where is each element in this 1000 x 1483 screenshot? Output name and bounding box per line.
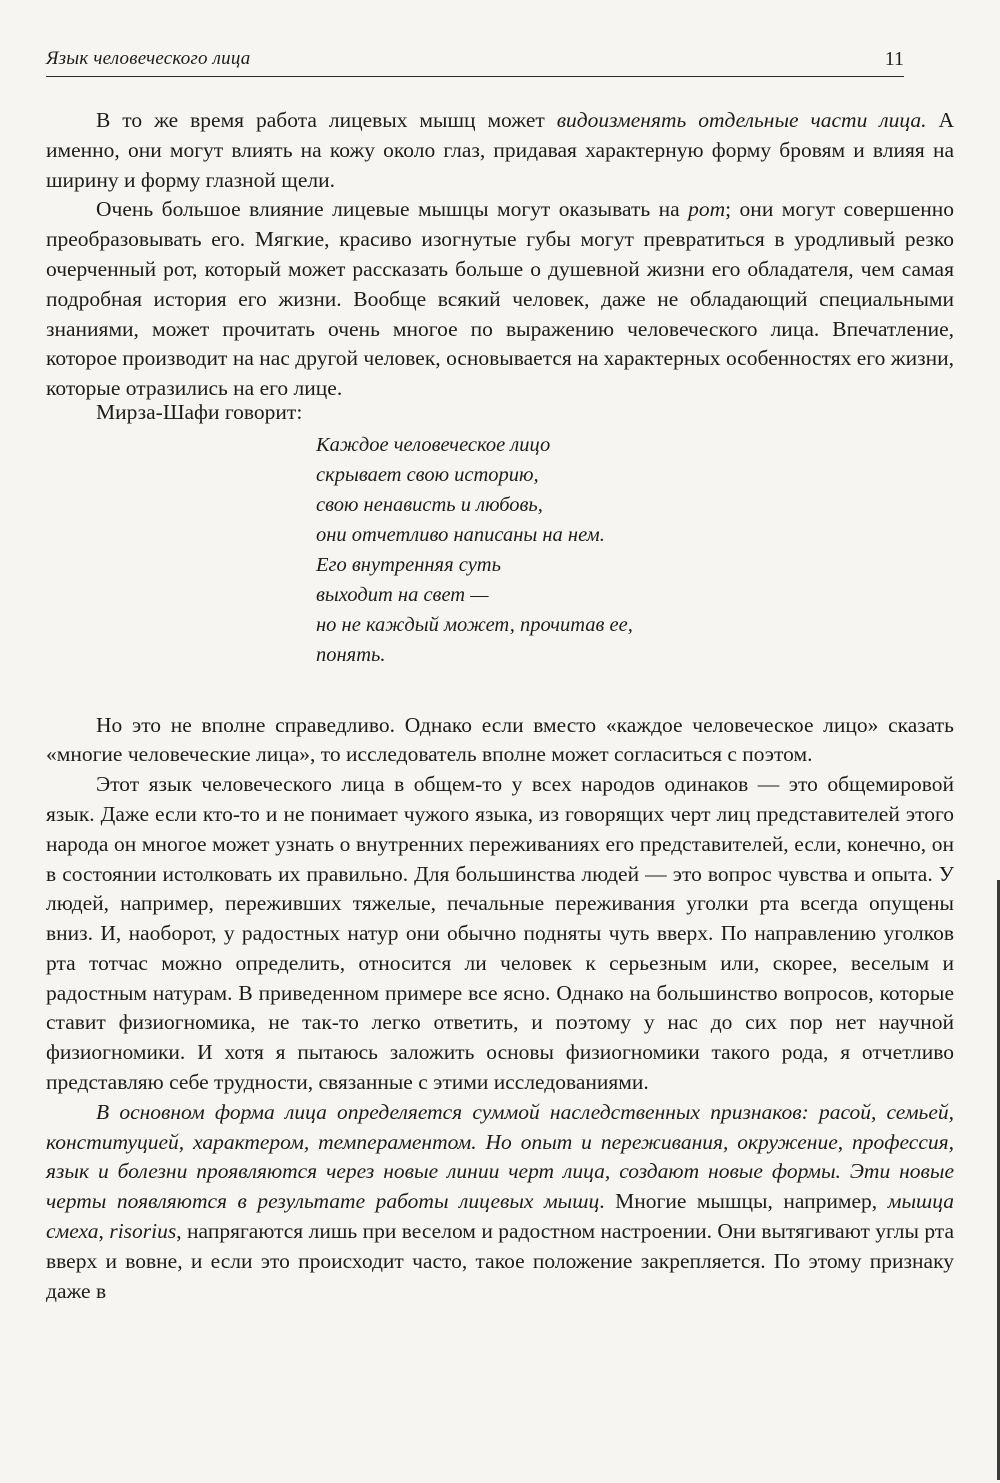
paragraph-5 — [46, 1098, 954, 1307]
paragraph-5-text-b: . Многие мышцы, например, — [599, 1189, 888, 1214]
paragraph-5-emphasis-e: risorius — [109, 1219, 177, 1244]
paragraph-1 — [46, 106, 954, 195]
page-number: 11 — [884, 48, 904, 70]
paragraph-2-text-c: ; они могут совершенно преобразовывать его. Мягкие, красиво изогнутые губы могут превратиться в уродливый резко очерченный рот, который может рассказать больше о душевной жизни его обладателя, чем самая подробная история его жизни. Вообще всякий человек, даже не обладающий специальными знаниями, может прочитать очень многое по выражению человеческого лица. Впечатление, которое производит на нас другой человек, основывается на характерных особенностях его жизни, которые отразились на его лице. — [46, 197, 955, 401]
running-title: Язык человеческого лица — [46, 48, 251, 69]
paragraph-2 — [46, 195, 954, 404]
poem-line: понять. — [316, 644, 386, 667]
poem-intro — [46, 398, 954, 428]
poem-line: выходит на свет — — [316, 584, 489, 607]
page-body — [46, 106, 955, 1306]
poem-line: Его внутренняя суть — [316, 554, 501, 577]
paragraph-4 — [46, 770, 954, 1098]
paragraph-4-text: Этот язык человеческого лица в общем-то у всех народов одинаков — это общемировой язык. Даже если кто-то и не понимает чужого языка, из говорящих черт лиц представителей этого народа он многое может узнать о внутренних переживаниях его представителей, если, конечно, он в состоянии истолковать их правильно. Для большинства людей — это вопрос чувства и опыта. У людей, например, переживших тяжелые, печальные переживания уголки рта всегда опущены вниз. И, наоборот, у радостных натур они обычно подняты чуть вверх. По направлению уголков рта тотчас можно определить, относится ли человек к серьезным или, скорее, веселым и радостным натурам. В приведенном примере все ясно. Однако на большинство вопросов, которые ставит физиогномика, не так-то легко ответить, и поэтому у нас до сих пор нет научной физиогномики. И хотя я пытаюсь заложить основы физиогномики такого рода, я отчетливо представляю себе трудности, связанные с этими исследованиями. — [46, 772, 954, 1095]
paragraph-2-emphasis: рот — [688, 197, 726, 222]
paragraph-5-emphasis-c: мышца смеха — [46, 1189, 954, 1244]
poem-line: но не каждый может, прочитав ее, — [316, 614, 633, 637]
poem-line: они отчетливо написаны на нем. — [316, 524, 605, 547]
poem-line: Каждое человеческое лицо — [316, 433, 551, 456]
paragraph-3-text: Но это не вполне справедливо. Однако если вместо «каждое человеческое лицо» сказать «многие человеческие лица», то исследователь вполне может согласиться с поэтом. — [46, 712, 954, 767]
paragraph-2-text-a: Очень большое влияние лицевые мышцы могут оказывать на — [96, 197, 689, 222]
poem — [316, 430, 904, 671]
paragraph-5-emphasis-a: В основном форма лица определяется суммой наследственных признаков: расой, семьей, конституцией, характером, темпераментом. Но опыт и переживания, окружение, профессия, язык и болезни проявляются через новые линии черт лица, создают новые формы. Эти новые черты появляются в результате работы лицевых мышц — [46, 1099, 954, 1214]
paragraph-1-emphasis: видоизменять отдельные части лица. — [556, 108, 927, 132]
paragraph-1-text-a: В то же время работа лицевых мышц может — [96, 108, 557, 132]
paragraph-5-text-d: , — [98, 1219, 110, 1244]
poem-line: скрывает свою историю, — [316, 463, 539, 486]
paragraph-5-text-f: , напрягаются лишь при веселом и радостном настроении. Они вытягивают углы рта вверх и вовне, и если это происходит часто, такое положение закрепляется. По этому признаку даже в — [46, 1219, 955, 1303]
poem-intro-text: Мирза-Шафи говорит: — [96, 399, 303, 424]
paragraph-1-text-c: А именно, они могут влиять на кожу около глаз, придавая характерную форму бровям и влияя на ширину и форму глазной щели. — [46, 108, 954, 192]
page-header — [46, 46, 904, 77]
paragraph-3 — [46, 711, 954, 771]
poem-line: свою ненависть и любовь, — [316, 493, 543, 516]
